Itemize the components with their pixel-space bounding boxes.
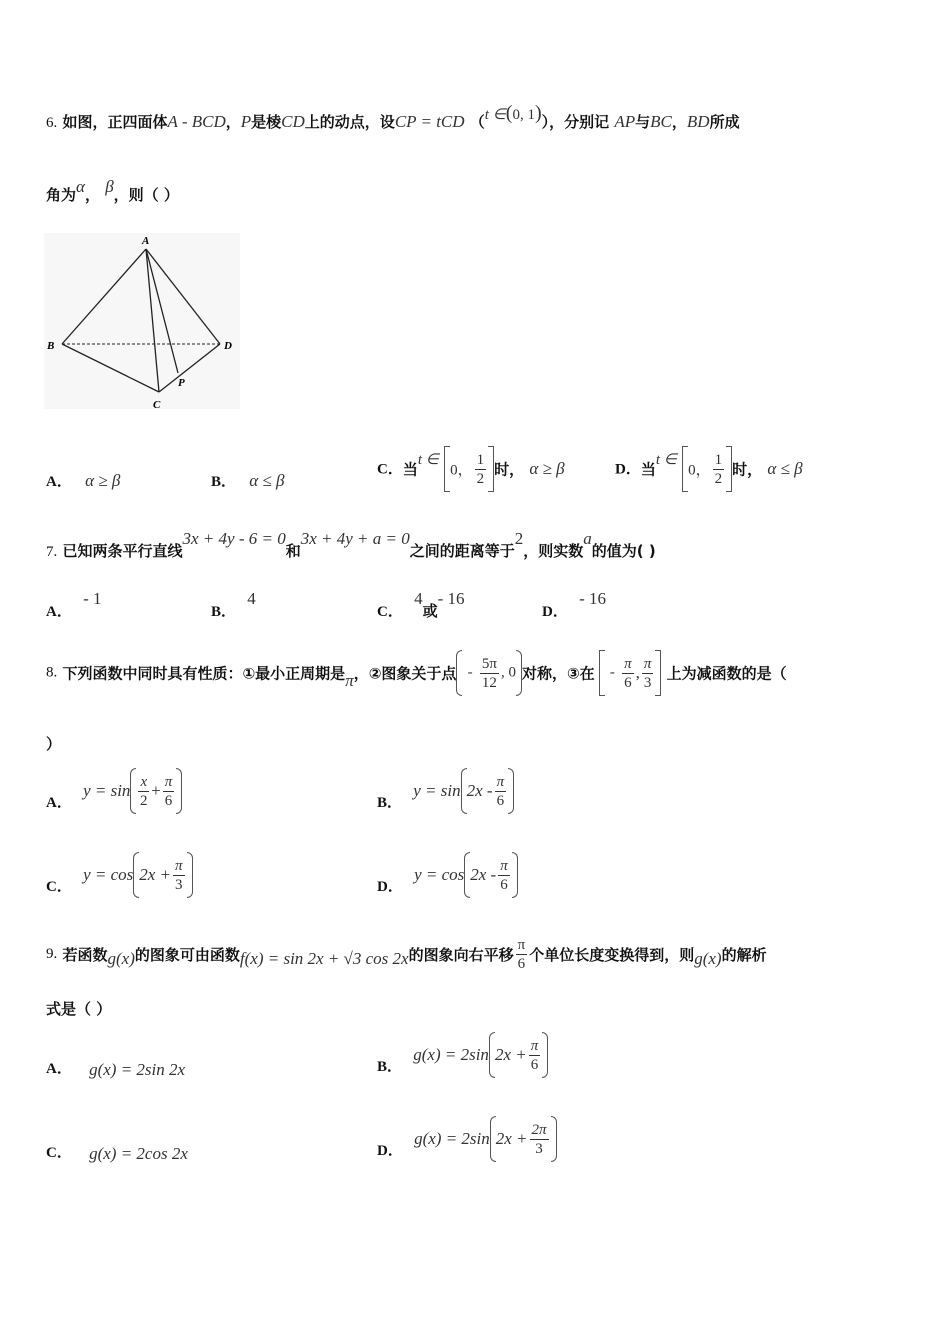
q6-line1: 6. 如图，正四面体A - BCD，P是棱CD上的动点，设CP = tCD （t ∈(0, 1)），分别记 AP与BC，BD所成	[46, 102, 740, 131]
option-zero: 0，	[450, 462, 473, 479]
option-arg: 2x +	[494, 1045, 527, 1064]
q6-text: （	[469, 113, 485, 131]
q9-g: g(x)	[107, 948, 135, 968]
option-zero: 0，	[688, 462, 711, 479]
frac-den: 2	[714, 470, 723, 487]
q8-minus: -	[609, 664, 615, 681]
fraction-pi-6	[498, 857, 510, 894]
q8-comma: ,	[635, 663, 640, 682]
q7-line2: 3x + 4y + a = 0	[300, 529, 410, 548]
paren-right	[176, 768, 182, 814]
q7-number: 7.	[46, 544, 58, 560]
fraction-one-half	[713, 451, 725, 488]
q6-number: 6.	[46, 115, 58, 131]
option-t-in: t ∈	[417, 451, 439, 468]
paren-right	[187, 852, 193, 898]
frac-num: 1	[714, 451, 723, 468]
frac-den: 2	[140, 792, 148, 809]
frac-den: 6	[530, 1056, 539, 1073]
frac-den: 3	[643, 674, 652, 691]
option-arg: 2x -	[466, 781, 493, 800]
fraction-pi-6	[622, 655, 634, 692]
option-label: C．	[46, 1145, 72, 1161]
q6-text: 如图，正四面体	[62, 113, 168, 131]
q6-option-d[interactable]	[615, 446, 803, 492]
q9-number: 9.	[46, 946, 58, 962]
q8-zero: , 0	[500, 664, 516, 681]
bracket-left	[599, 650, 605, 696]
q9-text: 的图象向右平移	[408, 946, 514, 964]
q6-point-p: P	[240, 112, 252, 131]
q6-text: ，则（ ）	[113, 186, 179, 204]
option-t-in: t ∈	[655, 451, 677, 468]
option-label: D．	[542, 604, 568, 620]
option-label: C．	[377, 604, 403, 620]
q6-text: 所成	[709, 113, 740, 131]
vertex-label-b: B	[47, 340, 55, 352]
fraction-pi-3	[642, 655, 654, 692]
q9-text: 若函数	[62, 946, 108, 964]
frac-den: 2	[476, 470, 485, 487]
option-arg: 2x +	[495, 1129, 528, 1148]
q8-option-a[interactable]	[46, 768, 182, 814]
option-label: D．	[377, 1142, 403, 1159]
q6-text: ，	[225, 113, 241, 131]
paren-right	[542, 1032, 548, 1078]
option-label: D．	[377, 878, 403, 895]
q8-minus: -	[467, 664, 473, 681]
q9-text: 个单位长度变换得到，则	[529, 946, 695, 964]
q7-stem	[46, 528, 656, 560]
option-expr: α ≥ β	[85, 471, 121, 490]
option-func: y = sin	[413, 781, 461, 800]
paren-left	[130, 768, 136, 814]
q6-option-b[interactable]	[211, 470, 284, 491]
paren-right	[508, 768, 514, 814]
option-func: g(x) = 2sin	[413, 1045, 489, 1064]
option-arg: 2x +	[139, 865, 172, 884]
q9-option-a[interactable]	[46, 1057, 185, 1078]
q7-text: ，则实数	[523, 542, 584, 560]
option-expr: α ≥ β	[529, 459, 565, 478]
fraction-pi-6	[516, 936, 528, 973]
q8-text: 对称，③在	[521, 664, 595, 683]
option-func: y = cos	[83, 865, 134, 884]
frac-den: 3	[535, 1140, 543, 1157]
frac-den: 6	[624, 674, 632, 691]
q7-option-b[interactable]	[211, 588, 256, 620]
q8-number: 8.	[46, 664, 58, 681]
option-text: 当	[640, 460, 656, 479]
frac-den: 12	[481, 674, 497, 691]
q9-option-b[interactable]	[377, 1032, 548, 1078]
option-value: - 16	[437, 589, 465, 608]
fraction-pi-3	[173, 857, 185, 894]
point-label-p: P	[178, 377, 185, 389]
bracket-right	[655, 650, 661, 696]
option-plus: +	[151, 781, 161, 800]
frac-num: 5π	[481, 655, 497, 672]
q6-text: ，	[84, 186, 100, 204]
q9-option-c[interactable]	[46, 1141, 188, 1162]
q9-f: f(x) = sin 2x + √3 cos 2x	[239, 948, 409, 968]
frac-num: x	[140, 773, 148, 790]
q6-interval: 0, 1	[512, 107, 535, 123]
q6-text: ），分别记	[541, 113, 610, 131]
frac-num: π	[624, 655, 632, 672]
q6-tetra: A - BCD	[167, 112, 226, 131]
option-label: A．	[46, 794, 72, 811]
paren-right	[551, 1116, 557, 1162]
option-value: - 16	[579, 589, 606, 608]
q6-ap: AP	[614, 112, 636, 131]
q6-text: 是棱	[251, 113, 282, 131]
frac-num: π	[643, 655, 652, 672]
paren-right	[512, 852, 518, 898]
q6-text: 角为	[46, 186, 77, 204]
q6-edge-cd: CD	[281, 112, 305, 131]
q9-text: 的解析	[721, 946, 767, 964]
figure-background	[44, 233, 240, 409]
q6-option-c[interactable]	[377, 446, 565, 492]
option-label: A．	[46, 1061, 72, 1077]
fraction-pi-6	[163, 773, 175, 810]
q9-option-d[interactable]	[377, 1116, 557, 1162]
q6-option-a[interactable]	[46, 470, 120, 491]
option-expr: α ≤ β	[767, 459, 803, 478]
option-text: 时，	[494, 460, 525, 479]
option-expr: g(x) = 2cos 2x	[89, 1144, 188, 1163]
fraction-pi-6	[495, 773, 507, 810]
frac-den: 3	[175, 876, 183, 893]
q8-text: 上为减函数的是（	[666, 664, 787, 683]
fraction-5pi-12	[480, 655, 499, 692]
q6-alpha: α	[76, 177, 85, 196]
tetrahedron-figure	[44, 233, 244, 413]
q7-a: a	[583, 529, 592, 548]
frac-num: π	[530, 1037, 539, 1054]
q8-option-d[interactable]	[377, 852, 518, 898]
frac-num: 1	[476, 451, 485, 468]
q6-vector-eq: CP = tCD	[394, 112, 465, 131]
fraction-2pi-3	[530, 1121, 549, 1158]
vertex-label-d: D	[224, 340, 232, 352]
paren-left	[456, 650, 462, 696]
option-func: y = sin	[83, 781, 131, 800]
option-text: 或	[422, 602, 438, 620]
q7-text: 的值为( )	[591, 542, 656, 560]
frac-num: π	[500, 857, 508, 874]
option-label: A．	[46, 474, 72, 490]
q7-line1: 3x + 4y - 6 = 0	[182, 529, 286, 548]
q7-option-d[interactable]	[542, 588, 606, 620]
q8-text: ，②图象关于点	[353, 664, 457, 683]
q6-beta: β	[105, 177, 114, 196]
frac-num: π	[517, 937, 526, 953]
option-label: D．	[615, 461, 641, 478]
q6-line2	[46, 177, 179, 205]
q7-text: 和	[285, 542, 301, 560]
frac-den: 6	[496, 792, 505, 809]
q9-text: 的图象可由函数	[134, 946, 240, 964]
q8-stem	[46, 650, 787, 696]
option-func: g(x) = 2sin	[414, 1129, 490, 1148]
q6-text: 与	[635, 113, 651, 131]
option-text: 当	[402, 460, 418, 479]
option-label: B．	[377, 1058, 403, 1075]
q9-stem	[46, 936, 767, 973]
option-label: C．	[377, 461, 403, 478]
q6-t-in: t ∈	[484, 107, 506, 123]
option-func: y = cos	[414, 865, 465, 884]
vertex-label-c: C	[153, 399, 161, 411]
option-label: B．	[377, 794, 403, 811]
fraction-pi-6	[529, 1037, 541, 1074]
q7-text: 之间的距离等于	[409, 542, 515, 560]
fraction-one-half	[475, 451, 487, 488]
frac-den: 6	[500, 876, 508, 893]
q9-text-cont: 式是（ ）	[46, 1000, 112, 1018]
option-value: - 1	[83, 589, 102, 608]
option-label: B．	[211, 474, 237, 490]
q8-text-close: ）	[46, 735, 62, 753]
option-value: 4	[414, 589, 423, 608]
option-expr: α ≤ β	[249, 471, 285, 490]
fraction-x-2	[138, 773, 149, 810]
frac-num: π	[164, 773, 173, 790]
option-label: B．	[211, 604, 237, 620]
frac-num: π	[175, 857, 183, 874]
option-label: A．	[46, 604, 72, 620]
q7-option-c[interactable]	[377, 588, 465, 620]
option-expr: g(x) = 2sin 2x	[89, 1060, 186, 1079]
frac-num: 2π	[531, 1121, 547, 1138]
q6-bc: BC	[650, 112, 672, 131]
q8-option-b[interactable]	[377, 768, 514, 814]
frac-num: π	[496, 773, 505, 790]
q6-text: ，	[671, 113, 687, 131]
q6-text: 上的动点，设	[304, 113, 395, 131]
option-label: C．	[46, 878, 72, 895]
option-text: 时，	[732, 460, 763, 479]
q8-option-c[interactable]	[46, 852, 193, 898]
frac-den: 6	[164, 792, 173, 809]
q8-pi: π	[345, 671, 354, 690]
q7-text: 已知两条平行直线	[62, 542, 183, 560]
q6-bd: BD	[686, 112, 710, 131]
option-arg: 2x -	[470, 865, 497, 884]
q7-distance: 2	[514, 529, 524, 548]
frac-den: 6	[517, 956, 526, 972]
option-value: 4	[247, 589, 256, 608]
q7-option-a[interactable]	[46, 588, 102, 620]
q8-text: 下列函数中同时具有性质：①最小正周期是	[62, 664, 346, 683]
vertex-label-a: A	[142, 235, 150, 247]
q9-g: g(x)	[694, 948, 722, 968]
